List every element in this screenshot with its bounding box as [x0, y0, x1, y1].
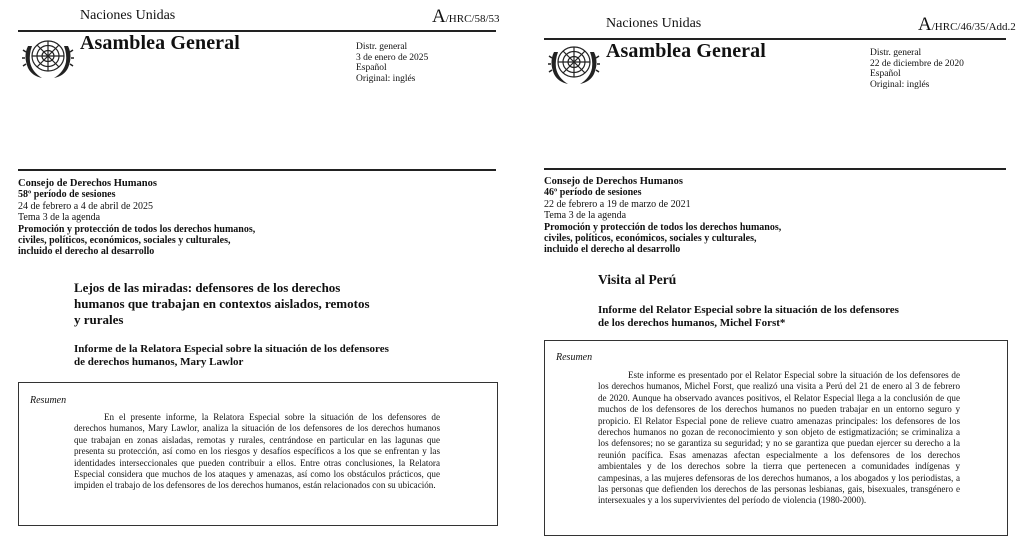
- council-name: Consejo de Derechos Humanos: [18, 178, 157, 189]
- summary-label: Resumen: [30, 395, 67, 406]
- assembly-title: Asamblea General: [80, 32, 240, 54]
- distribution-line: Original: inglés: [870, 79, 930, 90]
- agenda-title-line: incluido el derecho al desarrollo: [544, 244, 681, 256]
- council-name: Consejo de Derechos Humanos: [544, 176, 683, 187]
- session-dates: 24 de febrero a 4 de abril de 2025: [18, 200, 153, 212]
- council-block: [544, 176, 781, 256]
- distribution-block: [356, 42, 428, 84]
- symbol-prefix: A: [918, 14, 932, 35]
- summary-label: Resumen: [556, 352, 593, 363]
- org-name: Naciones Unidas: [606, 16, 702, 31]
- agenda-item: Tema 3 de la agenda: [18, 212, 101, 224]
- summary-text: Este informe es presentado por el Relator Especial sobre la situación de los defensores de los derechos humanos, Michel Forst, que realizó una visita a Perú del 21 de enero al 3 de febrero de 2020. Aunque ha observado avances positivos, el Relator Especial llega a la conclusión de que muchos de los defensores de los derechos humanos no pueden trabajar en un entorno seguro y propicio. El Relator Especial pone de relieve cuatro amenazas principales: los defensores de los derechos humanos no gozan de reconocimiento y son objeto de estigmatización; se criminaliza a los defensores; no se garantiza su seguridad; y no se garantiza que puedan ejercer su derecho a la reunión pacífica. Esas amenazas afectan especialmente a los defensores de los derechos ambientales y de los derechos sobre la tierra que pertenecen a comunidades indígenas y campesinas, a las mujeres defensoras de los derechos humanos, a los abogados y los periodistas, a las personas que defienden los derechos de las personas lesbianas, gais, bisexuales, transgénero e intersexuales y a los supervivientes del período de violencia (1980-2000).: [598, 370, 960, 506]
- council-block: [18, 178, 255, 258]
- distribution-line: Original: inglés: [356, 73, 416, 84]
- session-dates: 22 de febrero a 19 de marzo de 2021: [544, 198, 691, 210]
- agenda-title-line: Promoción y protección de todos los derechos humanos,: [18, 223, 256, 235]
- report-subtitle: [74, 343, 389, 369]
- session-number: 46º período de sesiones: [544, 187, 642, 199]
- report-subtitle-line: Informe del Relator Especial sobre la situación de los defensores: [598, 304, 899, 316]
- agenda-title-line: incluido el derecho al desarrollo: [18, 246, 155, 258]
- document-right: [528, 0, 1024, 549]
- org-name: Naciones Unidas: [80, 8, 176, 23]
- section-rule: [18, 169, 496, 171]
- assembly-title: Asamblea General: [606, 40, 766, 62]
- summary-text: En el presente informe, la Relatora Especial sobre la situación de los defensores de derechos humanos, Mary Lawlor, analiza la situación de los defensores de los derechos humanos que trabajan en zonas aisladas, remotas y rurales, centrándose en particular en las lagunas que presenta su protección, así como en los riesgos y desafíos específicos a los que se enfrentan y las identidades interseccionales que pueden contribuir a ellos. Entre otras conclusiones, la Relatora Especial considera que muchos de los ataques y amenazas, así como los obstáculos prácticos, que impiden el trabajo de los defensores de los derechos humanos, están relacionados con su ubicación.: [74, 412, 440, 491]
- report-title-line: y rurales: [74, 312, 124, 327]
- section-rule: [544, 168, 1006, 170]
- agenda-item: Tema 3 de la agenda: [544, 210, 627, 222]
- agenda-title-line: Promoción y protección de todos los derechos humanos,: [544, 221, 782, 233]
- report-subtitle: [598, 304, 899, 330]
- report-title: [74, 280, 370, 328]
- un-emblem-icon: [20, 34, 76, 82]
- distribution-line: 22 de diciembre de 2020: [870, 58, 964, 69]
- symbol-code: /HRC/58/53: [445, 13, 500, 25]
- symbol-prefix: A: [432, 6, 446, 27]
- report-subtitle-line: Informe de la Relatora Especial sobre la situación de los defensores: [74, 343, 389, 355]
- distribution-line: Español: [870, 69, 901, 80]
- distribution-line: Español: [356, 63, 387, 74]
- report-subtitle-line: de derechos humanos, Mary Lawlor: [74, 356, 244, 368]
- report-title: Visita al Perú: [598, 272, 677, 287]
- document-symbol: [918, 14, 1016, 36]
- document-symbol: [432, 6, 500, 28]
- symbol-code: /HRC/46/35/Add.2: [931, 21, 1016, 33]
- session-number: 58º período de sesiones: [18, 189, 116, 201]
- agenda-title-line: civiles, políticos, económicos, sociales y culturales,: [18, 235, 231, 247]
- report-subtitle-line: de los derechos humanos, Michel Forst*: [598, 317, 786, 329]
- distribution-line: Distr. general: [356, 42, 408, 52]
- report-title-line: humanos que trabajan en contextos aislados, remotos: [74, 296, 370, 311]
- agenda-title-line: civiles, políticos, económicos, sociales y culturales,: [544, 233, 757, 245]
- report-title-line: Lejos de las miradas: defensores de los derechos: [74, 280, 341, 295]
- distribution-block: [870, 48, 964, 90]
- distribution-line: Distr. general: [870, 48, 922, 58]
- document-left: [0, 0, 510, 549]
- distribution-line: 3 de enero de 2025: [356, 52, 429, 63]
- un-emblem-icon: [546, 40, 602, 88]
